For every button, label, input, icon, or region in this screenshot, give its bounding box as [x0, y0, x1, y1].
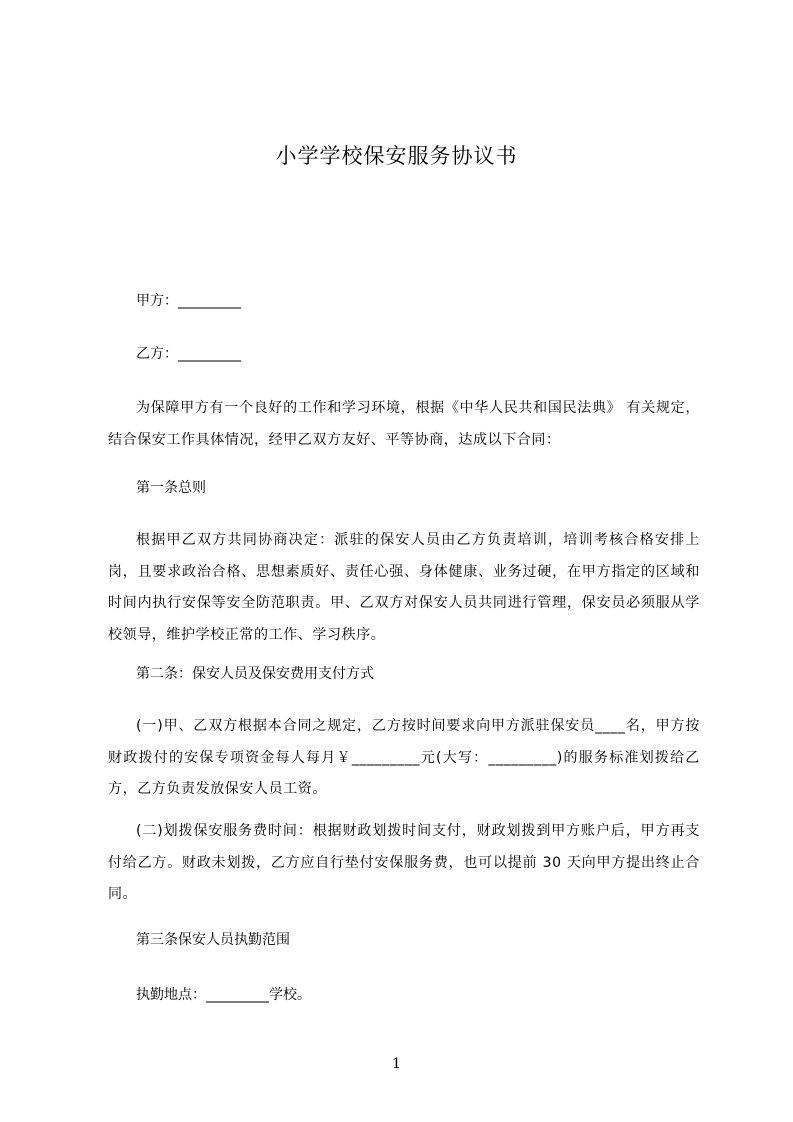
party-a-line: 甲方：_________ — [136, 293, 241, 309]
document-title: 小学学校保安服务协议书 — [275, 144, 518, 168]
intro-paragraph: 为保障甲方有一个良好的工作和学习环境，根据《中华人民共和国民法典》 有关规定，结合保安工作具体情况，经甲乙双方友好、平等协商，达成以下合同： — [108, 400, 700, 448]
page-number: 1 — [392, 1056, 401, 1072]
party-b-line: 乙方：_________ — [136, 346, 241, 362]
article-2-item-1: (一)甲、乙双方根据本合同之规定，乙方按时间要求向甲方派驻保安员____名，甲方按财政拨付的安保专项资金每人每月￥_________元(大写：_________)的服务标准划拨给乙方，乙方负责发放保安人员工资。 — [108, 718, 700, 797]
article-2-heading: 第二条：保安人员及保安费用支付方式 — [136, 666, 374, 682]
duty-location-line: 执勤地点：_________学校。 — [136, 987, 311, 1003]
article-3-heading: 第三条保安人员执勤范围 — [136, 932, 290, 948]
article-1-heading: 第一条总则 — [136, 480, 206, 496]
article-2-item-2: (二)划拨保安服务费时间：根据财政划拨时间支付，财政划拨到甲方账户后，甲方再支付给乙方。财政未划拨，乙方应自行垫付安保服务费，也可以提前 30 天向甲方提出终止合同。 — [108, 823, 700, 902]
article-1-body: 根据甲乙双方共同协商决定：派驻的保安人员由乙方负责培训，培训考核合格安排上岗，且要求政治合格、思想素质好、责任心强、身体健康、业务过硬，在甲方指定的区域和时间内执行安保等安全防范职责。甲、乙双方对保安人员共同进行管理，保安员必须服从学校领导，维护学校正常的工作、学习秩序。 — [108, 532, 700, 643]
